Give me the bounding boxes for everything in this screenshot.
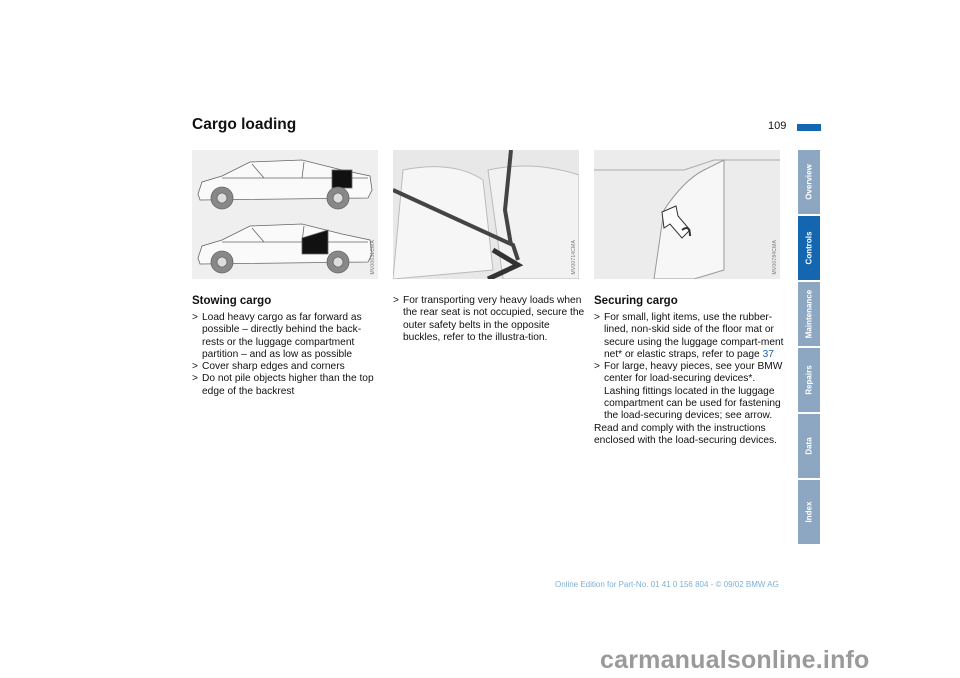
tab-index[interactable]: Index: [798, 480, 820, 544]
stowing-heading: Stowing cargo: [192, 295, 272, 307]
list-item: > Load heavy cargo as far forward as possible – directly behind the back-rests or the luggage compartment partition – and as low as possible: [192, 312, 362, 360]
securing-list: [594, 312, 786, 447]
seatbelt-drawing: [393, 150, 579, 279]
securing-heading: Securing cargo: [594, 295, 678, 307]
tab-data[interactable]: Data: [798, 414, 820, 478]
figure-code: MV00784CMA: [772, 240, 778, 275]
list-item: > Do not pile objects higher than the top edge of the backrest: [192, 373, 374, 397]
list-item: > For transporting very heavy loads when the rear seat is not occupied, secure the outer safety belts in the opposite buckles, refer to the illustra-tion.: [393, 295, 585, 343]
lashing-fitting-illustration: [594, 150, 780, 279]
list-item: > Cover sharp edges and corners: [192, 361, 345, 373]
figure-code: MV00714CMA: [571, 240, 577, 275]
tab-maintenance[interactable]: Maintenance: [798, 282, 820, 346]
car-cargo-drawing: [192, 150, 378, 279]
page-title: Cargo loading: [192, 116, 297, 133]
tab-controls[interactable]: Controls: [798, 216, 820, 280]
tab-repairs[interactable]: Repairs: [798, 348, 820, 412]
watermark: carmanualsonline.info: [600, 646, 870, 674]
section-tabs: [798, 150, 820, 546]
closing-paragraph: Read and comply with the instructions enclosed with the load-securing devices.: [594, 422, 777, 446]
list-item: > For small, light items, use the rubber-lined, non-skid side of the floor mat or secure using the luggage compart-ment net* or elastic straps, refer to page 37: [594, 312, 784, 360]
page-number-bar: [797, 124, 821, 131]
page-number: 109: [768, 120, 787, 132]
tab-overview[interactable]: Overview: [798, 150, 820, 214]
stowing-list-continued: [393, 295, 585, 344]
car-cargo-illustration: [192, 150, 378, 279]
stowing-list: [192, 312, 382, 398]
figure-code: MV00631CMA: [370, 240, 376, 275]
list-item: > For large, heavy pieces, see your BMW center for load-securing devices*. Lashing fittings located in the luggage compartment can be used for fastening the load-securing devices; see arrow.: [594, 361, 783, 422]
lashing-drawing: [594, 150, 780, 279]
rear-seatbelt-illustration: [393, 150, 579, 279]
edition-footer: Online Edition for Part-No. 01 41 0 156 804 - © 09/02 BMW AG: [555, 580, 779, 589]
page-link[interactable]: 37: [762, 348, 774, 360]
